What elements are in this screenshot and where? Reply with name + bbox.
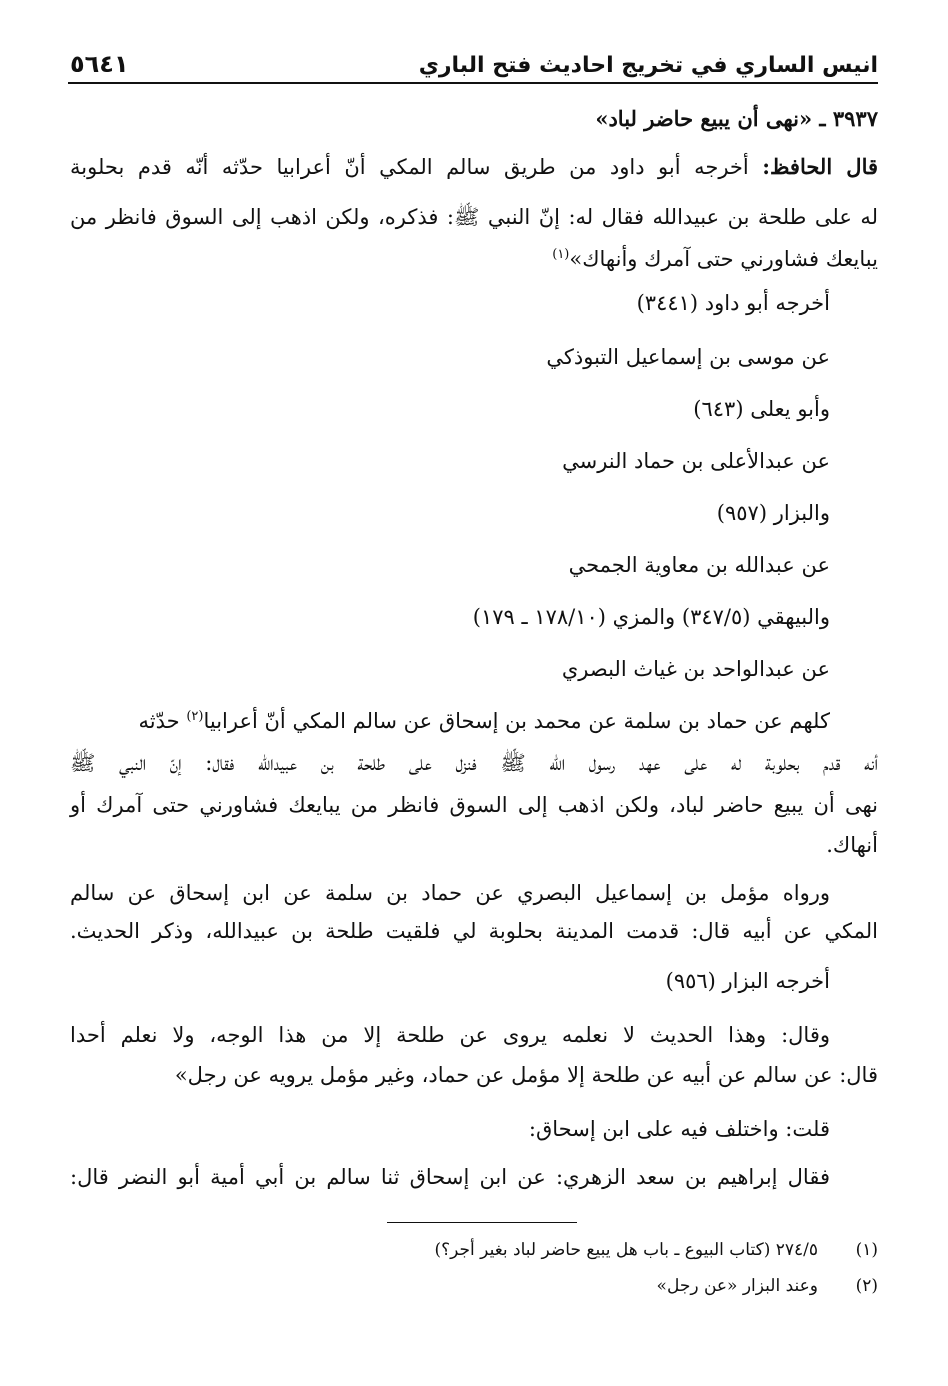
text-line-14: نهى أن يبيع حاضر لباد، ولكن اذهب إلى السوق فانظر من يبايعك فشاورني حتى آمرك أو: [70, 793, 878, 817]
text-line-15: أنهاك.: [826, 833, 878, 857]
text-line-1-body: أخرجه أبو داود من طريق سالم المكي أنّ أعرابيا حدّثه أنّه قدم بحلوبة: [70, 155, 763, 179]
hafiz-label: قال الحافظ:: [762, 154, 879, 179]
text-line-3: [70, 244, 878, 274]
footnote-ref-2: (٢): [186, 709, 204, 724]
text-line-5: عن موسى بن إسماعيل التبوذكي: [546, 345, 830, 369]
footnote-2-text: وعند البزار «عن رجل»: [656, 1276, 818, 1296]
text-line-13: أنه قدم بحلوبة له على عهد رسول الله ﷺ فنزل على طلحة بن عبيدالله فقال: إنّ النبي ﷺ: [70, 751, 878, 775]
text-line-22: فقال إبراهيم بن سعد الزهري: عن ابن إسحاق ثنا سالم بن أبي أمية أبو النضر قال:: [70, 1165, 830, 1189]
text-line-12-b: حدّثه: [138, 709, 187, 733]
text-line-18: أخرجه البزار (٩٥٦): [665, 969, 830, 993]
running-header: [70, 38, 878, 78]
text-line-9: عن عبدالله بن معاوية الجمحي: [568, 553, 830, 577]
text-line-19: وقال: وهذا الحديث لا نعلمه يروى عن طلحة إلا من هذا الوجه، ولا نعلم أحدا: [70, 1023, 830, 1047]
text-line-6: وأبو يعلى (٦٤٣): [693, 397, 830, 421]
footnote-1-text: ٢٧٤/٥ (كتاب البيوع ـ باب هل يبيع حاضر لباد بغير أجر؟): [434, 1240, 818, 1260]
book-title: انيس الساري في تخريج احاديث فتح الباري: [418, 53, 878, 78]
text-line-11: عن عبدالواحد بن غياث البصري: [561, 657, 830, 681]
text-line-4: أخرجه أبو داود (٣٤٤١): [636, 291, 830, 315]
text-line-1: [70, 152, 878, 182]
footnote-2: [70, 1274, 878, 1298]
text-line-16: ورواه مؤمل بن إسماعيل البصري عن حماد بن سلمة عن ابن إسحاق عن سالم: [70, 881, 830, 905]
text-line-12: [70, 706, 830, 736]
text-line-10: والبيهقي (٣٤٧/٥) والمزي (١٧٨/١٠ ـ ١٧٩): [472, 605, 830, 629]
text-line-8: والبزار (٩٥٧): [716, 501, 830, 525]
text-line-2: له على طلحة بن عبيدالله فقال له: إنّ النبي ﷺ: فذكره، ولكن اذهب إلى السوق فانظر من: [70, 205, 878, 229]
footnote-1-number: (١): [855, 1240, 878, 1260]
footnote-ref-1: (١): [552, 247, 570, 262]
header-rule: [68, 82, 878, 84]
footnote-2-number: (٢): [855, 1276, 878, 1296]
footnote-1: [70, 1238, 878, 1262]
hadith-heading: ٣٩٣٧ ـ «نهى أن يبيع حاضر لباد»: [595, 106, 878, 131]
text-line-17: المكي عن أبيه قال: قدمت المدينة بحلوبة لي فلقيت طلحة بن عبيدالله، وذكر الحديث.: [70, 919, 878, 943]
text-line-3-body: يبايعك فشاورني حتى آمرك وأنهاك»: [569, 247, 878, 271]
page-number: ٥٦٤١: [70, 50, 129, 78]
footnote-rule: [387, 1222, 577, 1223]
text-line-12-a: كلهم عن حماد بن سلمة عن محمد بن إسحاق عن سالم المكي أنّ أعرابيا: [203, 709, 830, 733]
text-line-20: قال: عن سالم عن أبيه عن طلحة إلا مؤمل عن حماد، وغير مؤمل يرويه عن رجل»: [174, 1063, 878, 1087]
text-line-7: عن عبدالأعلى بن حماد النرسي: [562, 449, 830, 473]
text-line-21: قلت: واختلف فيه على ابن إسحاق:: [528, 1117, 830, 1141]
